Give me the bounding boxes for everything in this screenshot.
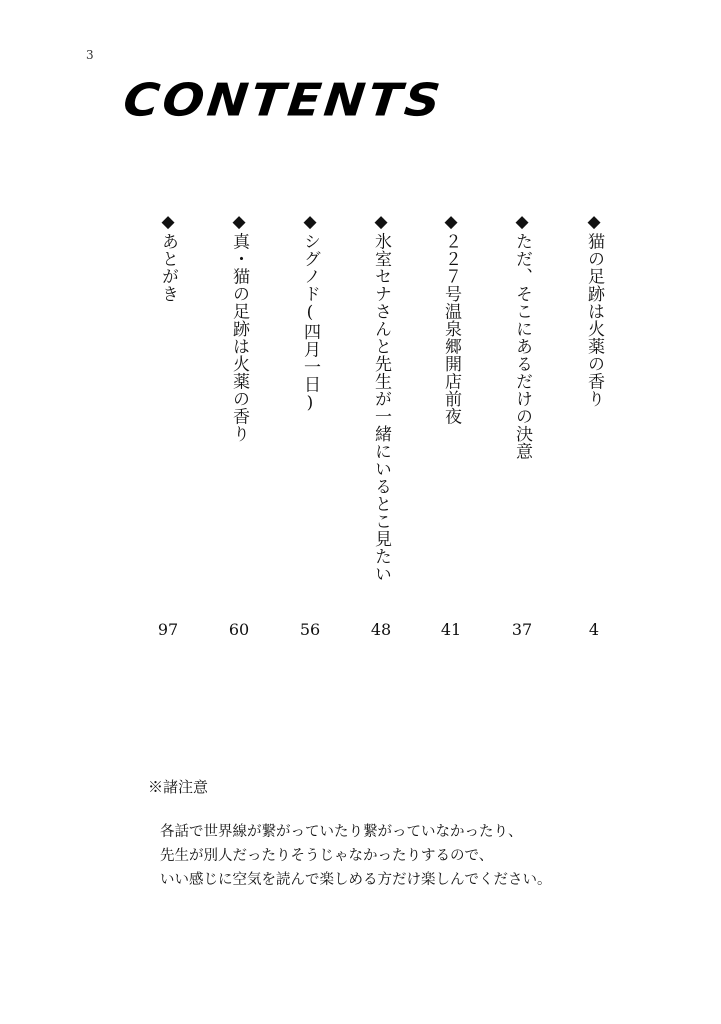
toc-entry-page: 48 <box>370 620 392 639</box>
toc-entry-title: ◆あとがき <box>158 212 178 303</box>
page-number: 3 <box>86 48 94 62</box>
toc-entry-title: ◆シグノド(四月一日) <box>300 212 320 414</box>
toc-entry-title: ◆２２７号温泉郷開店前夜 <box>441 212 461 425</box>
toc-entry-page: 60 <box>228 620 250 639</box>
toc-entry <box>436 212 466 425</box>
notes-line: 先生が別人だったりそうじゃなかったりするので、 <box>160 848 494 864</box>
toc-entry-title: ◆真・猫の足跡は火薬の香り <box>229 212 249 443</box>
notes-heading: ※諸注意 <box>148 778 209 796</box>
toc-entry-page: 41 <box>440 620 462 639</box>
notes-body <box>160 820 552 892</box>
notes-line: いい感じに空気を読んで楽しめる方だけ楽しんでください。 <box>160 872 552 888</box>
toc-entry-title: ◆ただ、そこにあるだけの決意 <box>512 212 532 460</box>
toc-entry <box>153 212 183 303</box>
toc-entry <box>579 212 609 408</box>
contents-title: CONTENTS <box>120 74 446 127</box>
notes-line: 各話で世界線が繋がっていたり繋がっていなかったり、 <box>160 824 523 840</box>
toc-entry-page: 4 <box>588 620 600 639</box>
toc-entry <box>507 212 537 460</box>
toc-entry-title: ◆猫の足跡は火薬の香り <box>584 212 604 408</box>
toc-entry <box>366 212 396 583</box>
toc-entry-title: ◆氷室セナさんと先生が一緒にいるとこ見たい <box>371 212 391 583</box>
toc-entry-page: 56 <box>299 620 321 639</box>
toc-entry <box>295 212 325 414</box>
toc-entry <box>224 212 254 443</box>
toc-entry-page: 97 <box>157 620 179 639</box>
toc-entry-page: 37 <box>511 620 533 639</box>
